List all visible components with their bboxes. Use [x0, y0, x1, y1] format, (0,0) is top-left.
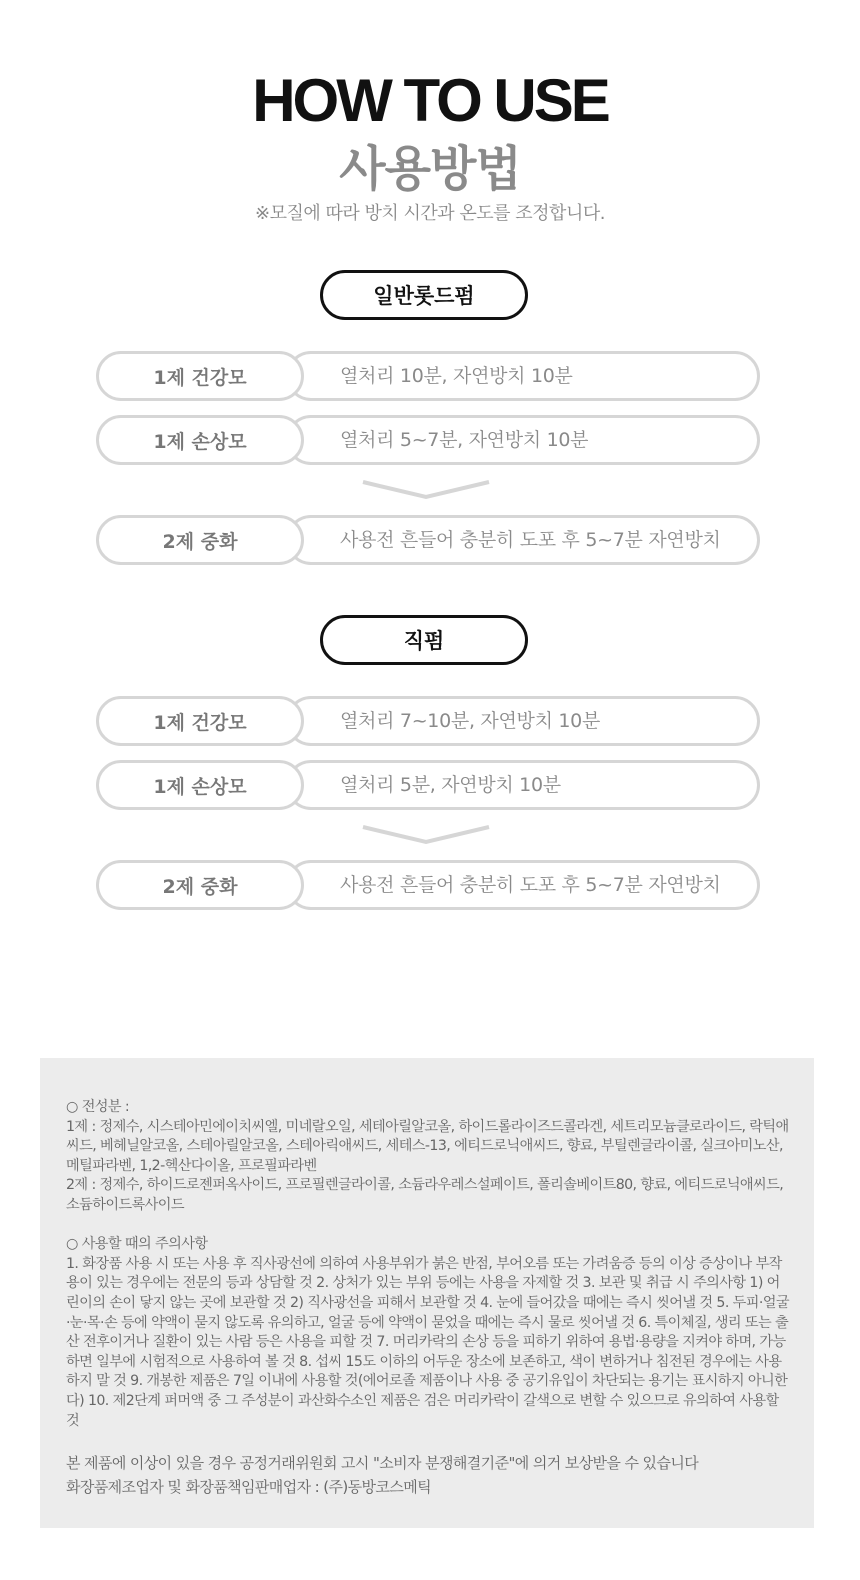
spacer — [66, 1431, 792, 1451]
section-title-rod-perm: 일반롯드펌 — [320, 270, 528, 320]
step-instruction: 사용전 흔들어 충분히 도포 후 5~7분 자연방치 — [340, 874, 721, 896]
chevron-down-icon — [360, 478, 492, 502]
step-label: 2제 중화 — [96, 860, 304, 910]
page-title: HOW TO USE — [252, 67, 608, 134]
step-instruction: 열처리 5~7분, 자연방치 10분 — [340, 429, 589, 451]
compensation-notice: 본 제품에 이상이 있을 경우 공정거래위원회 고시 "소비자 분쟁해결기준"에 의거 보상받을 수 있습니다 — [66, 1453, 699, 1472]
page-subtitle: ※모질에 따라 방치 시간과 온도를 조정합니다. — [255, 203, 605, 224]
step-label: 1제 손상모 — [96, 760, 304, 810]
ingredients-part-2: 2제 : 정제수, 하이드로젠퍼옥사이드, 프로필렌글라이콜, 소듐라우레스설페이트, 폴리솔베이트80, 향료, 에티드로닉애씨드, 소듐하이드록사이드 — [66, 1177, 784, 1213]
spacer — [66, 1216, 792, 1236]
notice-content — [66, 1098, 792, 1499]
step-label: 2제 중화 — [96, 515, 304, 565]
ingredients-part-1: 1제 : 정제수, 시스테아민에이치씨엘, 미네랄오일, 세테아릴알코올, 하이드롤라이즈드콜라겐, 세트리모늄클로라이드, 락틱애씨드, 베헤닐알코올, 스테아릴알코올, 스테아릭애씨드, 세테스-13, 에티드로닉애씨드, 향료, 부틸렌글라이콜, 실크아미노산, 메틸파라벤, 1,2-헥산다이올, 프로필파라벤 — [66, 1118, 789, 1174]
step-instruction: 열처리 7~10분, 자연방치 10분 — [340, 710, 601, 732]
ingredients-heading: ○ 전성분 : — [66, 1099, 130, 1115]
caution-body: 1. 화장품 사용 시 또는 사용 후 직사광선에 의하여 사용부위가 붉은 반점, 부어오름 또는 가려움증 등의 이상 증상이나 부작용이 있는 경우에는 전문의 등과 상담할 것 2. 상처가 있는 부위 등에는 사용을 자제할 것 3. 보관 및 취급 시 주의사항 1) 어린이의 손이 닿지 않는 곳에 보관할 것 2) 직사광선을 피해서 보관할 것 4. 눈에 들어갔을 때에는 즉시 씻어낼 것 5. 두피·얼굴·눈·목·손 등에 약액이 묻지 않도록 유의하고, 얼굴 등에 약액이 묻었을 때에는 즉시 물로 씻어낼 것 6. 특이체질, 생리 또는 출산 전후이거나 질환이 있는 사람 등은 사용을 피할 것 7. 머리카락의 손상 등을 피하기 위하여 용법·용량을 지켜야 하며, 가능하면 일부에 시험적으로 사용하여 볼 것 8. 섭씨 15도 이하의 어두운 장소에 보존하고, 색이 변하거나 침전된 경우에는 사용하지 말 것 9. 개봉한 제품은 7일 이내에 사용할 것(에어로졸 제품이나 사용 중 공기유입이 차단되는 용기는 표시하지 아니한다) 10. 제2단계 퍼머액 중 그 주성분이 과산화수소인 제품은 검은 머리카락이 갈색으로 변할 수 있으므로 유의하여 사용할 것 — [66, 1255, 789, 1429]
section-title-straight-perm: 직펌 — [320, 615, 528, 665]
step-row — [96, 760, 760, 810]
manufacturer-info: 화장품제조업자 및 화장품책임판매업자 : (주)동방코스메틱 — [66, 1477, 431, 1496]
step-row — [96, 696, 760, 746]
step-label: 1제 건강모 — [96, 696, 304, 746]
step-instruction: 열처리 10분, 자연방치 10분 — [340, 365, 573, 387]
step-row — [96, 860, 760, 910]
step-row — [96, 515, 760, 565]
caution-heading: ○ 사용할 때의 주의사항 — [66, 1236, 208, 1253]
chevron-down-icon — [360, 823, 492, 847]
notice-box — [40, 1058, 814, 1528]
step-instruction: 사용전 흔들어 충분히 도포 후 5~7분 자연방치 — [340, 529, 721, 551]
step-row — [96, 351, 760, 401]
step-row — [96, 415, 760, 465]
step-instruction: 열처리 5분, 자연방치 10분 — [340, 774, 561, 796]
step-label: 1제 손상모 — [96, 415, 304, 465]
page-title-korean: 사용방법 — [339, 141, 521, 197]
step-label: 1제 건강모 — [96, 351, 304, 401]
